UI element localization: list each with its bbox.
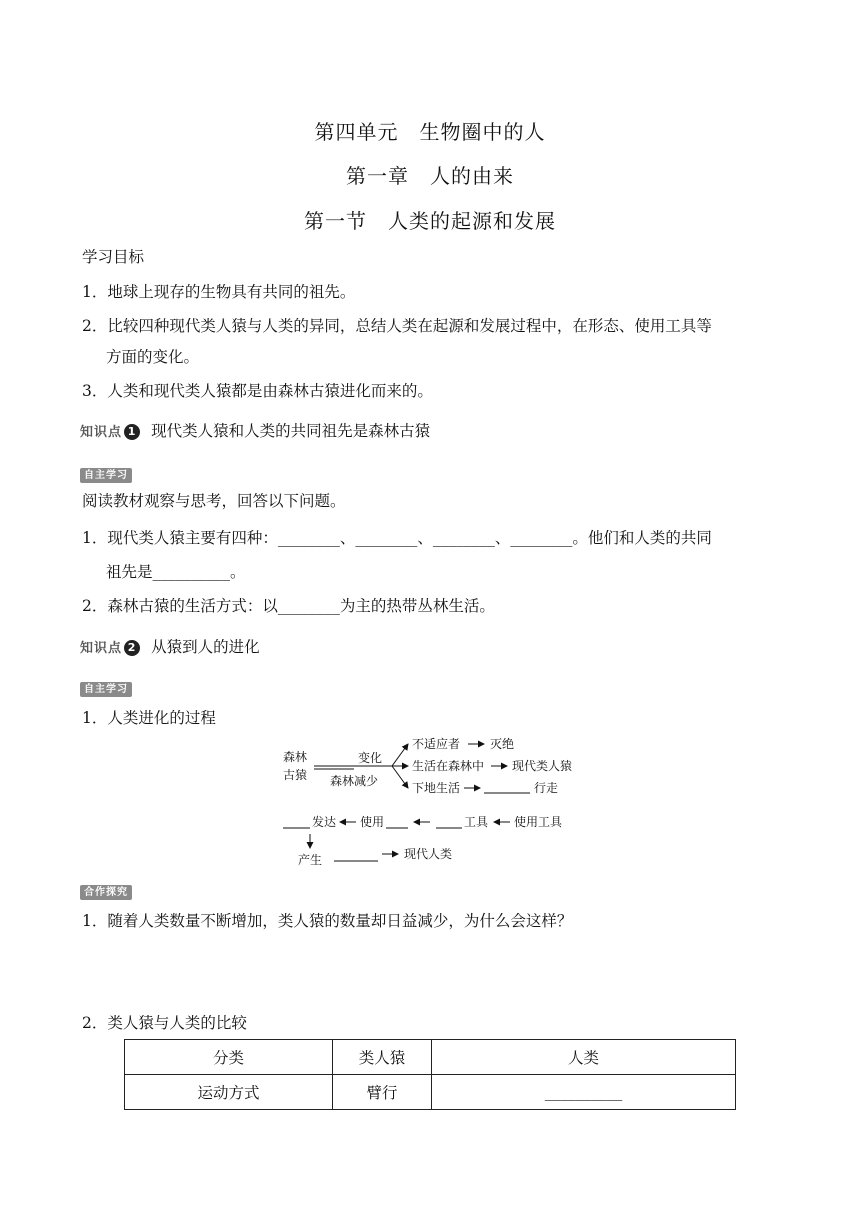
kp1-header (80, 420, 430, 442)
kp1-question1-line2: 祖先是__________。 (106, 563, 246, 581)
diagram-produce: 产生 (298, 853, 323, 867)
kp1-title: 现代类人猿和人类的共同祖先是森林古猿 (151, 422, 431, 440)
diagram-row2-d: 使用工具 (514, 815, 563, 829)
objective-2-line1: 2．比较四种现代类人猿与人类的异同，总结人类在起源和发展过程中，在形态、使用工具等 (82, 317, 712, 335)
kp2-badge: 知识点 2 (80, 640, 140, 658)
kp2-chip2: 合作探究 (80, 885, 132, 900)
diagram-final: 现代人类 (404, 847, 453, 861)
chapter-title: 第一章 人的由来 (346, 164, 514, 188)
objective-3: 3．人类和现代类人猿都是由森林古猿进化而来的。 (82, 382, 433, 400)
diagram-branch2: 生活在森林中 (412, 759, 485, 773)
table-header-cell: 人类 (432, 1040, 736, 1075)
kp1-badge: 知识点 1 (80, 424, 140, 442)
kp1-question2: 2．森林古猿的生活方式：以________为主的热带丛林生活。 (82, 597, 495, 615)
kp1-chip: 自主学习 (80, 468, 132, 483)
kp2-header (80, 636, 260, 658)
diagram-row2-a: 发达 (312, 815, 337, 829)
diagram-branch3-result: 行走 (534, 781, 559, 795)
table-header-cell: 分类 (125, 1040, 333, 1075)
diagram-branch3: 下地生活 (412, 781, 461, 795)
objective-1: 1．地球上现存的生物具有共同的祖先。 (82, 283, 356, 301)
diagram-branch1-result: 灭绝 (490, 737, 515, 751)
table-header-row (125, 1040, 736, 1075)
kp1-number-icon: 1 (124, 424, 140, 440)
comparison-table (124, 1039, 736, 1110)
objectives-heading: 学习目标 (82, 248, 145, 266)
evolution-diagram (270, 730, 590, 870)
kp2-question2: 2．类人猿与人类的比较 (82, 1014, 247, 1032)
kp2-title: 从猿到人的进化 (151, 638, 260, 656)
kp1-intro: 阅读教材观察与思考，回答以下问题。 (82, 492, 346, 510)
table-header-cell: 类人猿 (333, 1040, 432, 1075)
table-row (125, 1075, 736, 1110)
table-cell-blank: __________ (432, 1075, 736, 1110)
kp2-question1: 1．随着人类数量不断增加，类人猿的数量却日益减少，为什么会这样？ (82, 912, 573, 930)
objective-2-line2: 方面的变化。 (106, 348, 200, 366)
table-cell: 臂行 (333, 1075, 432, 1110)
kp1-question1-line1: 1．现代类人猿主要有四种：________、________、________、________。他们和人类的共同 (82, 529, 712, 547)
diagram-change: 变化 (358, 751, 383, 765)
unit-title: 第四单元 生物圈中的人 (314, 120, 546, 144)
diagram-ape-line1: 森林 (283, 750, 308, 764)
table-cell: 运动方式 (125, 1075, 333, 1110)
section-title: 第一节 人类的起源和发展 (304, 209, 556, 233)
diagram-ape-line2: 古猿 (283, 768, 308, 782)
process-heading: 1．人类进化的过程 (82, 709, 216, 727)
diagram-row2-c: 工具 (464, 815, 489, 829)
diagram-row2-b: 使用 (360, 815, 385, 829)
diagram-forest-decrease: 森林减少 (330, 774, 379, 788)
diagram-branch2-result: 现代类人猿 (512, 759, 573, 773)
kp2-number-icon: 2 (124, 640, 140, 656)
diagram-branch1: 不适应者 (412, 737, 461, 751)
kp2-chip: 自主学习 (80, 682, 132, 697)
